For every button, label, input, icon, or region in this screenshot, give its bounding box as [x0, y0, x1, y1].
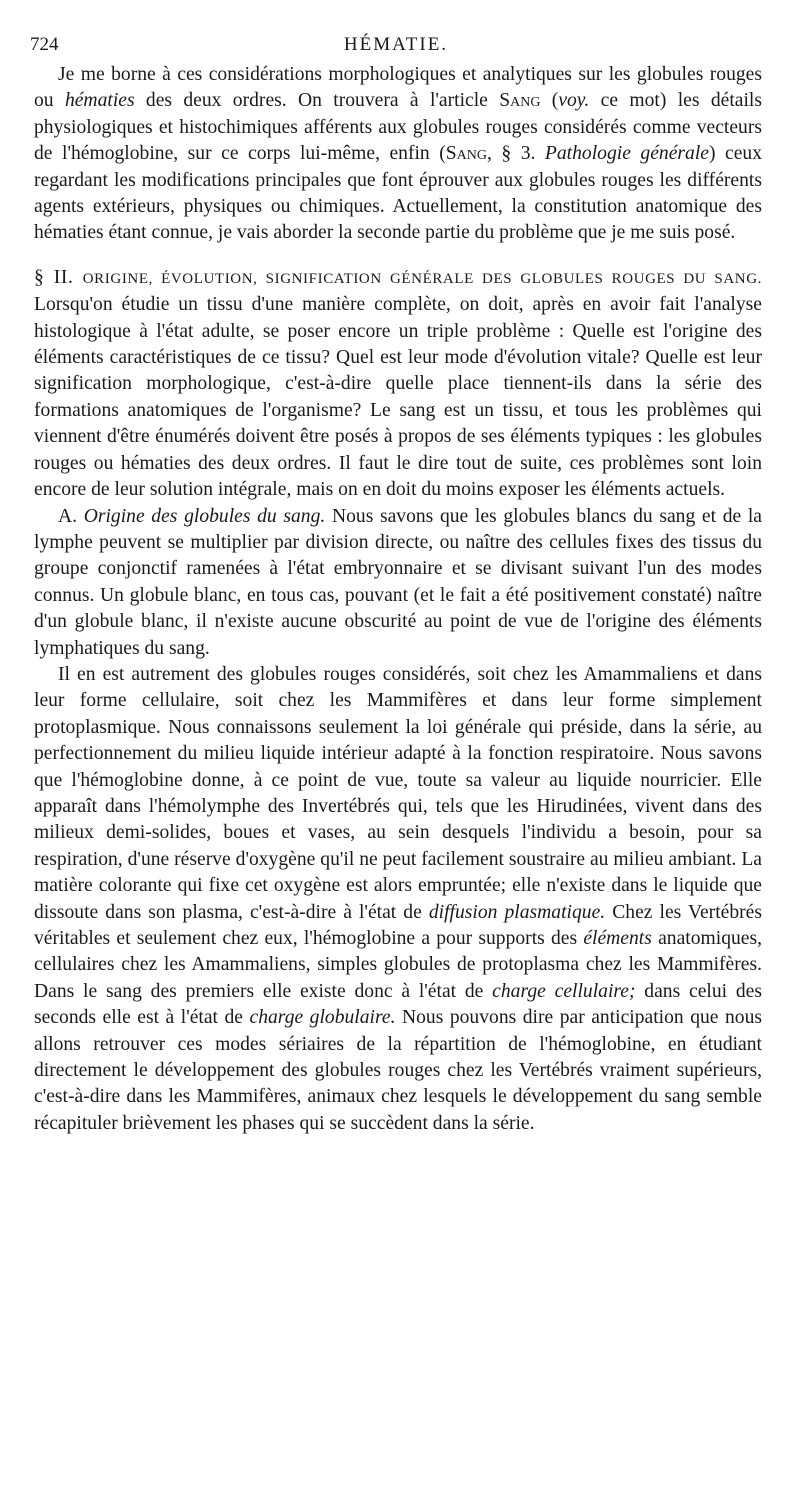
- paragraph-origin: A. Origine des globules du sang. Nous savons que les globules blancs du sang et de la lymphe peuvent se multiplier par division directe, ou naître des cellules fixes des tissus du groupe conjonctif ramenées à l'état embryonnaire et se divisant suivant l'un des modes connus. Un globule blanc, en tous cas, pouvant (et le fait a été positivement constaté) naître d'un globule blanc, il n'existe aucune obscurité au point de vue de l'origine des éléments lymphatiques du sang.: [34, 505, 762, 659]
- page-header: [30, 34, 762, 58]
- page-body: [34, 62, 762, 1137]
- section-heading: § II. ORIGINE, ÉVOLUTION, SIGNIFICATION GÉNÉRALE DES GLOBULES ROUGES DU SANG.: [34, 266, 762, 288]
- running-title: HÉMATIE.: [343, 34, 449, 55]
- section-paragraph: § II. ORIGINE, ÉVOLUTION, SIGNIFICATION GÉNÉRALE DES GLOBULES ROUGES DU SANG. Lorsqu'on étudie un tissu d'une manière complète, on doit, après en avoir fait l'analyse histologique à l'état adulte, se poser encore un triple problème : Quelle est l'origine des éléments caractéristiques de ce tissu? Quel est leur mode d'évolution vitale? Quelle est leur signification morphologique, c'est-à-dire quelle place tiennent-ils dans la série des formations anatomiques de l'organisme? Le sang est un tissu, et tous les problèmes qui viennent d'être énumérés doivent être posés à propos de ses éléments typiques : les globules rouges ou hématies des deux ordres. Il faut le dire tout de suite, ces problèmes sont loin encore de leur solution intégrale, mais on en doit du moins exposer les éléments actuels.: [34, 266, 762, 501]
- paragraph-hemoglobin: Il en est autrement des globules rouges considérés, soit chez les Amammaliens et dans leur forme cellulaire, soit chez les Mammifères et dans leur forme simplement protoplasmique. Nous connaissons seulement la loi générale qui préside, dans la série, au perfectionnement du milieu liquide intérieur adapté à la fonction respiratoire. Nous savons que l'hémoglobine donne, à ce point de vue, toute sa valeur au liquide nourricier. Elle apparaît dans l'hémolymphe des Invertébrés qui, tels que les Hirudinées, vivent dans des milieux demi-solides, boues et vases, au sein desquels l'individu a besoin, pour sa respiration, d'une réserve d'oxygène qu'il ne peut facilement soustraire au milieu ambiant. La matière colorante qui fixe cet oxygène est alors empruntée; elle n'existe dans le liquide que dissoute dans son plasma, c'est-à-dire à l'état de diffusion plasmatique. Chez les Vertébrés véritables et seulement chez eux, l'hémoglobine a pour supports des éléments anatomiques, cellulaires chez les Amammaliens, simples globules de protoplasma chez les Mammifères. Dans le sang des premiers elle existe donc à l'état de charge cellulaire; dans celui des seconds elle est à l'état de charge globulaire. Nous pouvons dire par anticipation que nous allons retrouver ces modes sériaires de la répartition de l'hémoglobine, en étudiant directement le développement des globules rouges chez les Vertébrés vraiment supérieurs, c'est-à-dire dans les Mammifères, animaux chez lesquels le développement du sang semble récapituler brièvement les phases qui se succèdent dans la série.: [34, 663, 763, 1134]
- paragraph-1: Je me borne à ces considérations morphologiques et analytiques sur les globules rouges ou hématies des deux ordres. On trouvera à l'article Sang (voy. ce mot) les détails physiologiques et histochimiques afférents aux globules rouges considérés comme vecteurs de l'hémoglobine, sur ce corps lui-même, enfin (Sang, § 3. Pathologie générale) ceux regardant les modifications principales que font éprouver aux globules rouges les différents agents extérieurs, physiques ou chimiques. Actuellement, la constitution anatomique des hématies étant connue, je vais aborder la seconde partie du problème que je me suis posé.: [34, 64, 762, 244]
- page-number: 724: [30, 34, 59, 55]
